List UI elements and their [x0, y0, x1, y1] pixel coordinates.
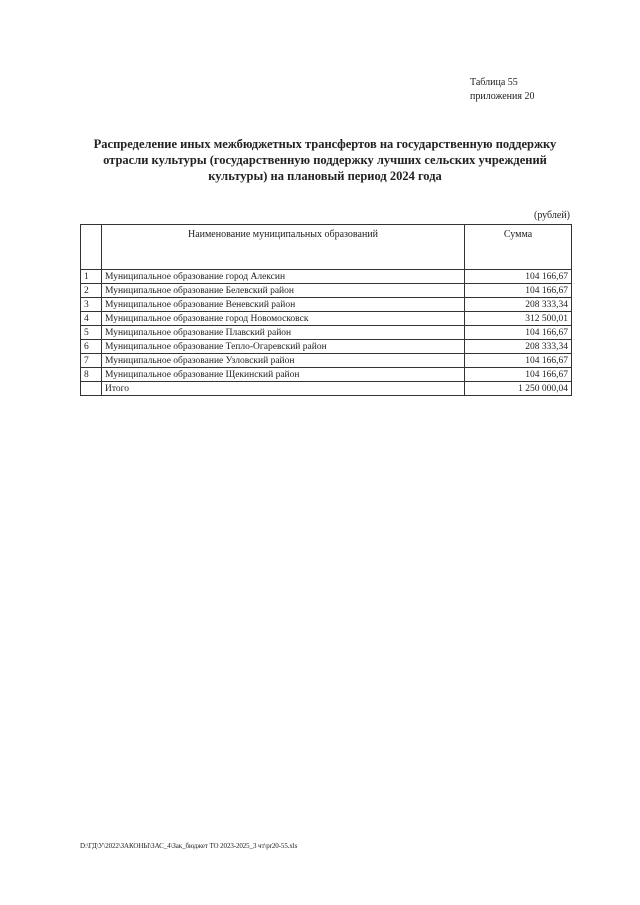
row-number: 5	[81, 326, 102, 340]
table-row	[81, 340, 572, 354]
header-num-cell	[81, 225, 102, 270]
row-number: 7	[81, 354, 102, 368]
row-number: 1	[81, 270, 102, 284]
row-sum: 208 333,34	[465, 340, 572, 354]
title-line-1: Распределение иных межбюджетных трансфертов на государственную поддержку	[93, 137, 557, 151]
table-row	[81, 326, 572, 340]
table-row	[81, 284, 572, 298]
row-name: Муниципальное образование Веневский район	[102, 298, 465, 312]
row-number: 6	[81, 340, 102, 354]
row-sum: 104 166,67	[465, 284, 572, 298]
row-name: Муниципальное образование Белевский район	[102, 284, 465, 298]
total-label: Итого	[102, 382, 465, 396]
row-name: Муниципальное образование Щекинский район	[102, 368, 465, 382]
document-title	[70, 136, 580, 184]
row-sum: 104 166,67	[465, 368, 572, 382]
row-sum: 208 333,34	[465, 298, 572, 312]
row-sum: 312 500,01	[465, 312, 572, 326]
row-number: 3	[81, 298, 102, 312]
table-total-row	[81, 382, 572, 396]
table-label: Таблица 55	[470, 77, 518, 88]
table-row	[81, 270, 572, 284]
row-number: 8	[81, 368, 102, 382]
units-label: (рублей)	[533, 210, 570, 221]
table-row	[81, 368, 572, 382]
header-name-cell: Наименование муниципальных образований	[102, 225, 465, 270]
table-row	[81, 298, 572, 312]
row-name: Муниципальное образование город Новомосковск	[102, 312, 465, 326]
row-name: Муниципальное образование Узловский район	[102, 354, 465, 368]
file-path-footer: D:\ГД\У\2022\ЗАКОНЫ\ЗАС_4\Зак_бюджет ТО 2023-2025_3 чт\pr20-55.xls	[80, 842, 298, 850]
table-row	[81, 312, 572, 326]
row-sum: 104 166,67	[465, 270, 572, 284]
row-name: Муниципальное образование Плавский район	[102, 326, 465, 340]
table-header-row	[81, 225, 572, 270]
row-name: Муниципальное образование Тепло-Огаревский район	[102, 340, 465, 354]
row-number: 2	[81, 284, 102, 298]
row-number: 4	[81, 312, 102, 326]
appendix-label: приложения 20	[470, 91, 535, 102]
title-line-3: культуры) на плановый период 2024 года	[208, 169, 442, 183]
row-name: Муниципальное образование город Алексин	[102, 270, 465, 284]
total-num-cell	[81, 382, 102, 396]
distribution-table	[80, 224, 572, 396]
total-sum: 1 250 000,04	[465, 382, 572, 396]
row-sum: 104 166,67	[465, 354, 572, 368]
row-sum: 104 166,67	[465, 326, 572, 340]
title-line-2: отрасли культуры (государственную поддержку лучших сельских учреждений	[103, 153, 547, 167]
header-sum-cell: Сумма	[465, 225, 572, 270]
table-reference	[470, 76, 534, 104]
table-row	[81, 354, 572, 368]
